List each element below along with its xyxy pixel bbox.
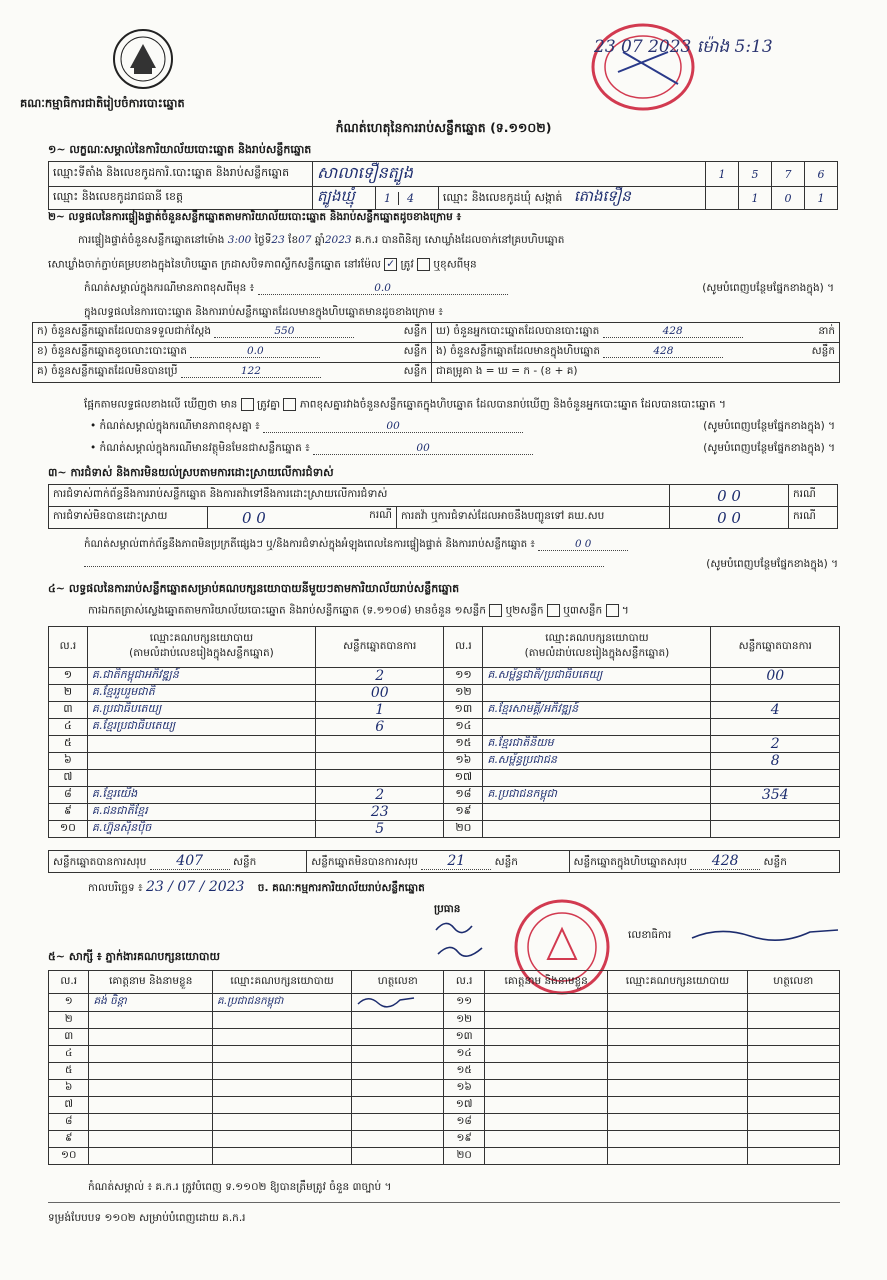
witness-name <box>484 1097 608 1114</box>
party-name: គ.ជាតិកម្ពុជាអភិវឌ្ឍន៍ <box>87 668 315 685</box>
witness-name <box>484 1029 608 1046</box>
province-digit: 1 <box>383 191 391 205</box>
location-table <box>48 161 838 210</box>
table-row <box>49 804 840 821</box>
row-number: ១៧ <box>444 770 483 787</box>
row-number: ៦ <box>49 753 88 770</box>
row-number: ៩ <box>49 1131 89 1148</box>
witness-signature <box>747 1012 839 1029</box>
table-row <box>49 753 840 770</box>
witness-party <box>608 1097 747 1114</box>
witness-party <box>608 1046 747 1063</box>
row-number: ១២ <box>444 685 483 702</box>
commune-value: តោងទឿន <box>573 187 631 205</box>
witness-party <box>608 1063 747 1080</box>
org-name: គណៈកម្មាធិការជាតិរៀបចំការបោះឆ្នោត <box>20 96 185 110</box>
table-row <box>49 1063 840 1080</box>
witness-signature <box>352 1131 444 1148</box>
row-number: ១៦ <box>444 753 483 770</box>
witness-party <box>608 1148 747 1165</box>
witness-signature <box>747 1131 839 1148</box>
witness-party <box>608 1114 747 1131</box>
chair-label: ប្រធាន <box>434 903 461 915</box>
row-number: ១ <box>49 994 89 1012</box>
total-invalid: 21 <box>421 853 491 870</box>
witness-signature <box>747 1097 839 1114</box>
party-votes: 354 <box>711 787 840 804</box>
row-number: ១៧ <box>444 1097 484 1114</box>
witness-name <box>89 1080 213 1097</box>
row-number: ១០ <box>49 821 88 838</box>
witness-party <box>608 1131 747 1148</box>
witness-signature <box>747 994 839 1012</box>
row-number: ៨ <box>49 1114 89 1131</box>
table-row <box>49 1080 840 1097</box>
witness-name <box>89 1148 213 1165</box>
party-name: គ.ប្រជាធិបតេយ្យ <box>87 702 315 719</box>
party-votes: 00 <box>316 685 444 702</box>
witness-party <box>212 1063 351 1080</box>
secretary-signature <box>690 922 840 946</box>
witness-signature <box>747 1046 839 1063</box>
witness-name <box>484 994 608 1012</box>
verify-line2: សោឃ្លាំងចាក់ភ្ជាប់គម្របខាងក្នុងនៃហិបឆ្នោត ក្រដាសបិទភាពស្លឹកសន្លឹកឆ្នោត នៅរម៉ែល ✓ ត្រូវ ឬខុសពីមុន <box>48 258 477 271</box>
complaint-table: ការជំទាស់ពាក់ព័ន្ធនឹងការរាប់សន្លឹកឆ្នោត និងការតវ៉ាទៅនឹងការដោះស្រាយលើការជំទាស់ 0 0 ករណី ការជំទាស់មិនបានដោះស្រាយ 0 0 ករណី ការតវ៉ា ឬការជំទាស់ដែលអាចនឹងបញ្ជូនទៅ គឃ.សប 0 0 ករណី <box>48 484 838 529</box>
witness-party <box>212 1046 351 1063</box>
count-table: ក) ចំនួនសន្លឹកឆ្នោតដែលបានទទួលជាក់ស្តែង 550 សន្លឹក ឃ) ចំនួនអ្នកបោះឆ្នោតដែលបានបោះឆ្នោត 428 នាក់ ខ) ចំនួនសន្លឹកឆ្នោតខូចលោះបោះឆ្នោត 0.0 សន្លឹក ង) ចំនួនសន្លឹកឆ្នោតដែលមានក្នុងហិបឆ្នោត 428 សន្លឹក គ) ចំនួនសន្លឹកឆ្នោតដែលមិនបានប្រើ 122 សន្លឹក ជាគម្រូគា ង = ឃ = ក - (ខ + គ) <box>32 322 840 383</box>
party-name: គ.ប្រជាជនកម្ពុជា <box>483 787 711 804</box>
witness-signature <box>352 1012 444 1029</box>
witness-party <box>212 1029 351 1046</box>
total-valid: 407 <box>150 853 230 870</box>
chair-signature <box>432 916 492 964</box>
table-row <box>49 1097 840 1114</box>
party-name: គ.ខ្មែរសាមគ្គី/អភិវឌ្ឍន៍ <box>483 702 711 719</box>
commune-label: ឈ្មោះ និងលេខកូដឃុំ សង្កាត់ <box>442 191 563 204</box>
witness-party <box>212 1080 351 1097</box>
row-number: ៦ <box>49 1080 89 1097</box>
witness-signature <box>747 1063 839 1080</box>
party-votes <box>711 719 840 736</box>
row-number: ៣ <box>49 1029 89 1046</box>
row-number: ១៩ <box>444 1131 484 1148</box>
province-digit: 4 <box>398 192 421 205</box>
section5-title: ៥~ សាក្សី ៖ ភ្នាក់ងារគណបក្សនយោបាយ <box>48 950 221 963</box>
witness-signature <box>352 994 444 1012</box>
section1-title: ១~ លក្ខណៈសម្គាល់នៃការិយាល័យបោះឆ្នោត និងរាប់សន្លឹកឆ្នោត <box>48 143 312 156</box>
party-name <box>87 770 315 787</box>
party-votes <box>316 736 444 753</box>
witness-signature <box>747 1148 839 1165</box>
witness-party <box>212 1097 351 1114</box>
witness-signature <box>352 1046 444 1063</box>
stamp-datetime: 23 07 2023 ម៉ោង 5:13 <box>594 37 773 57</box>
commune-digit: 0 <box>772 187 805 210</box>
party-name <box>483 821 711 838</box>
sheet-count-line: ការឯកតត្រាស់ស្លេងឆ្នោតតាមការិយាល័យបោះឆ្នោត និងរាប់សន្លឹកឆ្នោត (ទ.១១០៨) មានចំនួន ១សន្លឹក ឬ២សន្លឹក ឬ៣សន្លឹក ។ <box>88 604 629 617</box>
party-votes: 2 <box>316 668 444 685</box>
party-name: គ.សម្ព័ន្ធជាតិ/ប្រជាធិបតេយ្យ <box>483 668 711 685</box>
row-number: ១៨ <box>444 1114 484 1131</box>
party-votes <box>316 770 444 787</box>
table-row <box>49 736 840 753</box>
fill-hint: (សូមបំពេញបន្ថែមផ្នែកខាងក្នុង) ។ <box>706 558 838 570</box>
row-number: ១២ <box>444 1012 484 1029</box>
witness-name <box>484 1114 608 1131</box>
table-row <box>49 1029 840 1046</box>
totals-row: សន្លឹកឆ្នោតបានការសរុប 407 សន្លឹក សន្លឹកឆ្នោតមិនបានការសរុប 21 សន្លឹក សន្លឹកឆ្នោតក្នុងហិបឆ្នោតសរុប 428 សន្លឹក <box>48 850 840 873</box>
table-row <box>49 1114 840 1131</box>
table-row <box>49 1148 840 1165</box>
witness-party <box>212 1131 351 1148</box>
commune-digit: 1 <box>739 187 772 210</box>
table-row <box>49 702 840 719</box>
verify-line1: ការផ្ទៀងផ្ទាត់ចំនួនសន្លឹកឆ្នោតនៅម៉ោង 3:00 ថ្ងៃទី23 ខែ07 ឆ្នាំ2023 គ.ក.រ បានពិនិត្យ សោឃ្លាំងដែលចាក់នៅគ្របហិបឆ្នោត <box>78 234 565 246</box>
row-number: ២ <box>49 1012 89 1029</box>
location-label: ឈ្មោះទីតាំង និងលេខកូដការិ.បោះឆ្នោត និងរាប់សន្លឹកឆ្នោត <box>49 162 313 187</box>
witness-name: គង់ ចិន្ដា <box>89 994 213 1012</box>
witness-name <box>484 1080 608 1097</box>
party-votes: 2 <box>316 787 444 804</box>
witness-signature <box>352 1029 444 1046</box>
witness-name <box>89 1046 213 1063</box>
witness-party: គ.ប្រជាជនកម្ពុជា <box>212 994 351 1012</box>
party-votes: 5 <box>316 821 444 838</box>
party-name: គ.ខ្មែរយើង <box>87 787 315 804</box>
row-number: ១៣ <box>444 1029 484 1046</box>
witness-party <box>608 1012 747 1029</box>
row-number: ២០ <box>444 1148 484 1165</box>
witness-name <box>484 1012 608 1029</box>
footer-note: កំណត់សម្គាល់ ៖ គ.ក.រ ត្រូវបំពេញ ទ.១១០២ ឱ្យបានត្រឹមត្រូវ ចំនួន ៣ច្បាប់ ។ <box>88 1181 392 1193</box>
code-digit: 1 <box>706 162 739 187</box>
party-votes: 23 <box>316 804 444 821</box>
witness-name <box>89 1114 213 1131</box>
received-stamp <box>588 12 710 112</box>
party-votes: 6 <box>316 719 444 736</box>
row-number: ១៩ <box>444 804 483 821</box>
table-row <box>49 787 840 804</box>
witness-name <box>484 1148 608 1165</box>
witness-signature <box>747 1029 839 1046</box>
row-number: ១១ <box>444 994 484 1012</box>
table-row <box>49 685 840 702</box>
row-number: ១៦ <box>444 1080 484 1097</box>
notok-checkbox <box>417 258 430 271</box>
witness-party <box>212 1012 351 1029</box>
location-value: សាលាទឿនត្បូង <box>313 162 706 187</box>
row-number: ៤ <box>49 719 88 736</box>
witness-party <box>608 994 747 1012</box>
party-name <box>87 753 315 770</box>
witness-name <box>89 1097 213 1114</box>
party-votes <box>711 821 840 838</box>
witness-signature <box>352 1114 444 1131</box>
row-number: ៣ <box>49 702 88 719</box>
witness-signature <box>352 1080 444 1097</box>
row-number: ២ <box>49 685 88 702</box>
code-digit: 7 <box>772 162 805 187</box>
row-number: ៥ <box>49 1063 89 1080</box>
party-name <box>483 804 711 821</box>
party-name <box>483 770 711 787</box>
party-votes: 2 <box>711 736 840 753</box>
form-title: កំណត់ហេតុនៃការរាប់សន្លឹកឆ្នោត (ទ.១១០២) <box>335 120 552 135</box>
row-number: ១៨ <box>444 787 483 804</box>
party-name <box>483 719 711 736</box>
party-votes <box>316 753 444 770</box>
party-votes <box>711 685 840 702</box>
witness-party <box>212 1148 351 1165</box>
form-code: ទម្រង់បែបបទ ១១០២ សម្រាប់បំពេញដោយ គ.ក.រ <box>48 1212 246 1224</box>
row-number: ១៤ <box>444 719 483 736</box>
row-number: ៧ <box>49 770 88 787</box>
witness-name <box>484 1131 608 1148</box>
province-label: ឈ្មោះ និងលេខកូដរាជធានី ខេត្ត <box>49 187 313 210</box>
table-row <box>49 821 840 838</box>
nec-logo <box>112 28 174 90</box>
ok-checkbox: ✓ <box>384 258 397 271</box>
table-row <box>49 668 840 685</box>
table-row <box>49 1131 840 1148</box>
witness-name <box>89 1012 213 1029</box>
party-name: គ.ខ្មែរជាតិនិយម <box>483 736 711 753</box>
table-row <box>49 1046 840 1063</box>
row-number: ៥ <box>49 736 88 753</box>
party-name: គ.សម្ព័ន្ធប្រជាជន <box>483 753 711 770</box>
witness-table: ល.រ គោត្តនាម និងនាមខ្លួន ឈ្មោះគណបក្សនយោបាយ ហត្ថលេខា ល.រ គោត្តនាម និងនាមខ្លួន ឈ្មោះគណបក្សនយោបាយ ហត្ថលេខា ១ គង់ ចិន្ដា គ.ប្រជាជនកម្ពុជា ១១ ២ ១២ ៣ ១៣ ៤ ១៤ ៥ ១៥ ៦ ១៦ ៧ ១៧ ៨ ១៨ ៩ ១៩ ១០ ២០ <box>48 970 840 1165</box>
party-votes <box>711 770 840 787</box>
row-number: ១ <box>49 668 88 685</box>
unresolved-count: 0 0 <box>242 508 266 527</box>
row-number: ៩ <box>49 804 88 821</box>
party-votes: 8 <box>711 753 840 770</box>
row-number: ៤ <box>49 1046 89 1063</box>
province-value: ត្បូងឃ្មុំ <box>313 187 376 210</box>
section4-title: ៤~ លទ្ធផលនៃការរាប់សន្លឹកឆ្នោតសម្រាប់គណបក្សនយោបាយនីមួយៗតាមការិយាល័យរាប់សន្លឹកឆ្នោត <box>48 582 460 595</box>
total-in-box: 428 <box>690 853 760 870</box>
table-row <box>49 994 840 1012</box>
party-name: គ.ហ្វ៊ុនស៊ិនប៉ិច <box>87 821 315 838</box>
witness-name <box>89 1131 213 1148</box>
witness-signature <box>352 1097 444 1114</box>
code-digit: 6 <box>805 162 838 187</box>
row-number: ១៤ <box>444 1046 484 1063</box>
irregularity-note: កំណត់សម្គាល់ពាក់ព័ន្ធនឹងភាពមិនប្រក្រតីផ្សេងៗ ឬ/និងការជំទាស់ក្នុងអំឡុងពេលនៃការផ្ទៀងផ្ទាត់ និងការរាប់សន្លឹកឆ្នោត ៖ 0 0 <box>84 538 838 553</box>
witness-party <box>212 1114 351 1131</box>
witness-signature <box>747 1080 839 1097</box>
witness-name <box>89 1029 213 1046</box>
complaint-count: 0 0 <box>670 485 789 507</box>
party-name <box>87 736 315 753</box>
party-name: គ.ខ្មែរប្រជាធិបតេយ្យ <box>87 719 315 736</box>
count-date: កាលបរិច្ឆេទ ៖ 23 / 07 / 2023 ច. គណៈកម្មការការិយាល័យរាប់សន្លឹកឆ្នោត <box>88 879 425 895</box>
table-row <box>49 1012 840 1029</box>
row-number: ១៣ <box>444 702 483 719</box>
section2-title: ២~ លទ្ធផលនៃការផ្ទៀងផ្ទាត់ចំនួនសន្លឹកឆ្នោតតាមការិយាល័យបោះឆ្នោត និងរាប់សន្លឹកឆ្នោតដូចខាងក្រោម ៖ <box>48 211 462 223</box>
witness-signature <box>352 1063 444 1080</box>
row-number: ៨ <box>49 787 88 804</box>
row-number: ៧ <box>49 1097 89 1114</box>
row-number: ២០ <box>444 821 483 838</box>
section3-title: ៣~ ការជំទាស់ និងការមិនយល់ស្របតាមការដោះស្រាយលើការជំទាស់ <box>48 466 334 479</box>
witness-signature <box>352 1148 444 1165</box>
diff-note: កំណត់សម្គាល់ក្នុងករណីមានភាពខុសពីមុន ៖ 0.0 (សូមបំពេញបន្ថែមផ្នែកខាងក្នុង) ។ <box>84 282 834 294</box>
row-number: ១៥ <box>444 736 483 753</box>
complaint-label: ការជំទាស់ពាក់ព័ន្ធនឹងការរាប់សន្លឹកឆ្នោត និងការតវ៉ាទៅនឹងការដោះស្រាយលើការជំទាស់ <box>49 485 670 507</box>
party-votes: 4 <box>711 702 840 719</box>
row-number: ១៥ <box>444 1063 484 1080</box>
code-digit: 5 <box>739 162 772 187</box>
party-votes <box>711 804 840 821</box>
results-intro: ក្នុងលទ្ធផលនៃការបោះឆ្នោត និងការរាប់សន្លឹកឆ្នោតដែលមានក្នុងហិបឆ្នោតមានដូចខាងក្រោម ៖ <box>84 306 443 318</box>
table-row <box>49 770 840 787</box>
compare-line: ផ្អែកតាមលទ្ធផលខាងលើ ឃើញថា មាន ត្រូវគ្នា ភាពខុសគ្នារវាងចំនួនសន្លឹកឆ្នោតក្នុងហិបឆ្នោត ដែលបានរាប់ឃើញ និងចំនួនអ្នកបោះឆ្នោត ដែលបានបោះឆ្នោត ។ <box>84 398 726 411</box>
witness-name <box>484 1046 608 1063</box>
party-results-table: ល.រ ឈ្មោះគណបក្សនយោបាយ (តាមលំដាប់លេខរៀងក្នុងសន្លឹកឆ្នោត) សន្លឹកឆ្នោតបានការ ល.រ ឈ្មោះគណបក្សនយោបាយ (តាមលំដាប់លេខរៀងក្នុងសន្លឹកឆ្នោត) សន្លឹកឆ្នោតបានការ ១ គ.ជាតិកម្ពុជាអភិវឌ្ឍន៍ 2 ១១ គ.សម្ព័ន្ធជាតិ/ប្រជាធិបតេយ្យ 00 ២ គ.ខ្មែររួបរួមជាតិ 00 ១២ ៣ គ.ប្រជាធិបតេយ្យ 1 ១៣ គ.ខ្មែរសាមគ្គី/អភិវឌ្ឍន៍ 4 ៤ គ.ខ្មែរប្រជាធិបតេយ្យ 6 ១៤ ៥ ១៥ គ.ខ្មែរជាតិនិយម 2 ៦ ១៦ គ.សម្ព័ន្ធប្រជាជន 8 ៧ ១៧ ៨ គ.ខ្មែរយើង 2 ១៨ គ.ប្រជាជនកម្ពុជា 354 ៩ គ.ជនជាតិខ្មែរ 23 ១៩ ១០ គ.ហ្វ៊ុនស៊ិនប៉ិច 5 ២០ <box>48 626 840 838</box>
appeal-count: 0 0 <box>670 507 789 529</box>
table-row <box>49 719 840 736</box>
party-name: គ.ខ្មែររួបរួមជាតិ <box>87 685 315 702</box>
witness-party <box>608 1029 747 1046</box>
row-number: ១០ <box>49 1148 89 1165</box>
row-number: ១១ <box>444 668 483 685</box>
mismatch-note: • កំណត់សម្គាល់ក្នុងករណីមានភាពខុសគ្នា ៖ 00 (សូមបំពេញបន្ថែមផ្នែកខាងក្នុង) ។ <box>90 420 835 432</box>
party-votes: 00 <box>711 668 840 685</box>
secretary-label: លេខាធិការ <box>628 929 672 941</box>
witness-name <box>89 1063 213 1080</box>
object-note: • កំណត់សម្គាល់ក្នុងករណីមានវត្ថុមិនមែនជាសន្លឹកឆ្នោត ៖ 00 (សូមបំពេញបន្ថែមផ្នែកខាងក្នុង) ។ <box>90 442 835 454</box>
commune-digit: 1 <box>805 187 838 210</box>
party-name: គ.ជនជាតិខ្មែរ <box>87 804 315 821</box>
party-votes: 1 <box>316 702 444 719</box>
party-name <box>483 685 711 702</box>
signature-mark <box>356 994 416 1008</box>
witness-signature <box>747 1114 839 1131</box>
witness-name <box>484 1063 608 1080</box>
witness-party <box>608 1080 747 1097</box>
